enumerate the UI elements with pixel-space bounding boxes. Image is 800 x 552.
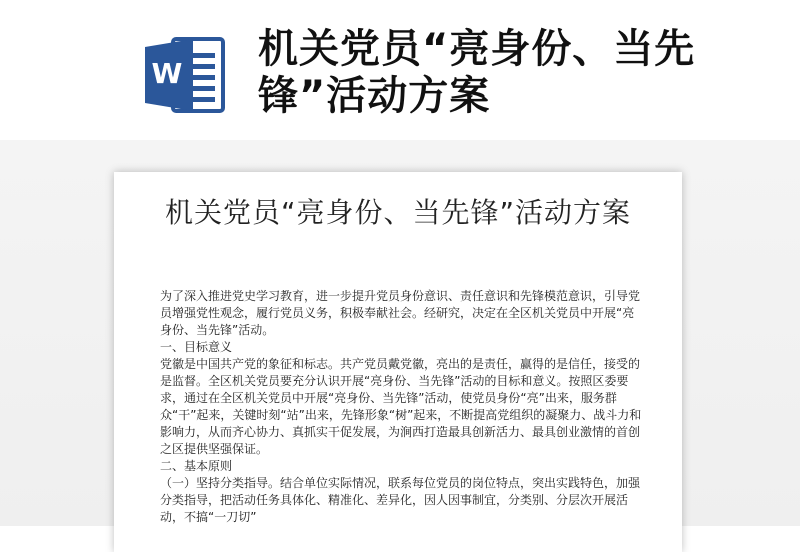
principle-cut-line: 不搞“一刀切” bbox=[184, 510, 257, 524]
principle-text: （一）坚持分类指导。结合单位实际情况，联系每位党员的岗位特点，突出实践特色，加强分类指导，把活动任务具体化、精准化、差异化，因人因事制宜，分类别、分层次开展活动， bbox=[160, 476, 641, 524]
document-title: 机关党员“亮身份、当先锋”活动方案 bbox=[164, 196, 631, 229]
word-icon-letter: W bbox=[151, 57, 183, 90]
document-page bbox=[114, 172, 682, 552]
document-body bbox=[160, 288, 644, 526]
section-heading-goals: 一、目标意义 bbox=[160, 340, 233, 354]
banner-title: 机关党员“亮身份、当先锋”活动方案 bbox=[258, 26, 696, 119]
banner bbox=[0, 0, 800, 140]
goals-paragraph: 党徽是中国共产党的象征和标志。共产党员戴党徽，亮出的是责任，赢得的是信任，接受的是监督。全区机关党员要充分认识开展“亮身份、当先锋”活动的目标和意义。按照区委要求，通过在全区机关党员中开展“亮身份、当先锋”活动，使党员身份“亮”出来，服务群众“干”起来，关键时刻“站”出来，先锋形象“树”起来，不断提高党组织的凝聚力、战斗力和影响力，从而齐心协力、真抓实干促发展，为涧西打造最具创新活力、最具创业激情的首创之区提供坚强保证。 bbox=[160, 357, 642, 456]
principle-paragraph bbox=[160, 475, 644, 526]
intro-paragraph: 为了深入推进党史学习教育，进一步提升党员身份意识、责任意识和先锋模范意识，引导党员增强党性观念，履行党员义务，积极奉献社会。经研究，决定在全区机关党员中开展“亮身份、当先锋”活动。 bbox=[160, 289, 641, 337]
section-heading-principles: 二、基本原则 bbox=[160, 459, 233, 473]
word-icon bbox=[143, 33, 227, 117]
